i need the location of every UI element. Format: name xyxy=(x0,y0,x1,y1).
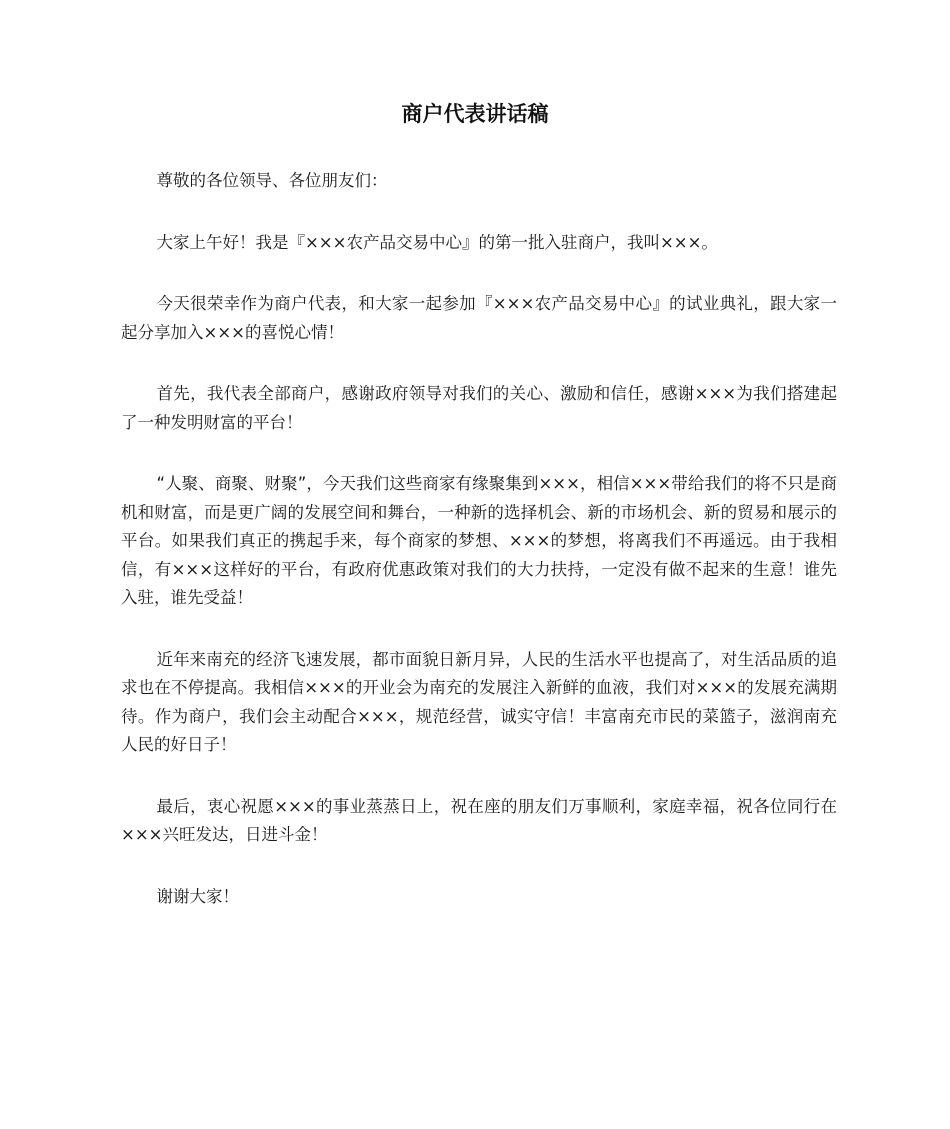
opportunity-paragraph: “人聚、商聚、财聚”，今天我们这些商家有缘聚集到×××，相信×××带给我们的将不只是商机和财富，而是更广阔的发展空间和舞台，一种新的选择机会、新的市场机会、新的贸易和展示的平台。如果我们真正的携起手来，每个商家的梦想、×××的梦想，将离我们不再遥远。由于我相信，有×××这样好的平台，有政府优惠政策对我们的大力扶持，一定没有做不起来的生意！谁先入驻，谁先受益！ xyxy=(121,474,837,607)
greeting-paragraph: 大家上午好！我是『×××农产品交易中心』的第一批入驻商户，我叫×××。 xyxy=(156,232,718,252)
wishes-paragraph: 最后，衷心祝愿×××的事业蒸蒸日上，祝在座的朋友们万事顺利，家庭幸福，祝各位同行在×××兴旺发达，日进斗金！ xyxy=(121,796,837,844)
thanks-paragraph: 首先，我代表全部商户，感谢政府领导对我们的关心、激励和信任，感谢×××为我们搭建起了一种发明财富的平台！ xyxy=(121,384,837,432)
salutation: 尊敬的各位领导、各位朋友们： xyxy=(156,171,388,190)
development-paragraph: 近年来南充的经济飞速发展，都市面貌日新月异，人民的生活水平也提高了，对生活品质的追求也在不停提高。我相信×××的开业会为南充的发展注入新鲜的血液，我们对×××的发展充满期待。作为商户，我们会主动配合×××，规范经营，诚实守信！丰富南充市民的菜篮子，滋润南充人民的好日子！ xyxy=(121,649,837,754)
document-title: 商户代表讲话稿 xyxy=(401,102,549,126)
closing-paragraph: 谢谢大家！ xyxy=(156,886,239,906)
honor-paragraph: 今天很荣幸作为商户代表，和大家一起参加『×××农产品交易中心』的试业典礼，跟大家一起分享加入×××的喜悦心情！ xyxy=(121,294,837,342)
document-body xyxy=(121,167,837,944)
